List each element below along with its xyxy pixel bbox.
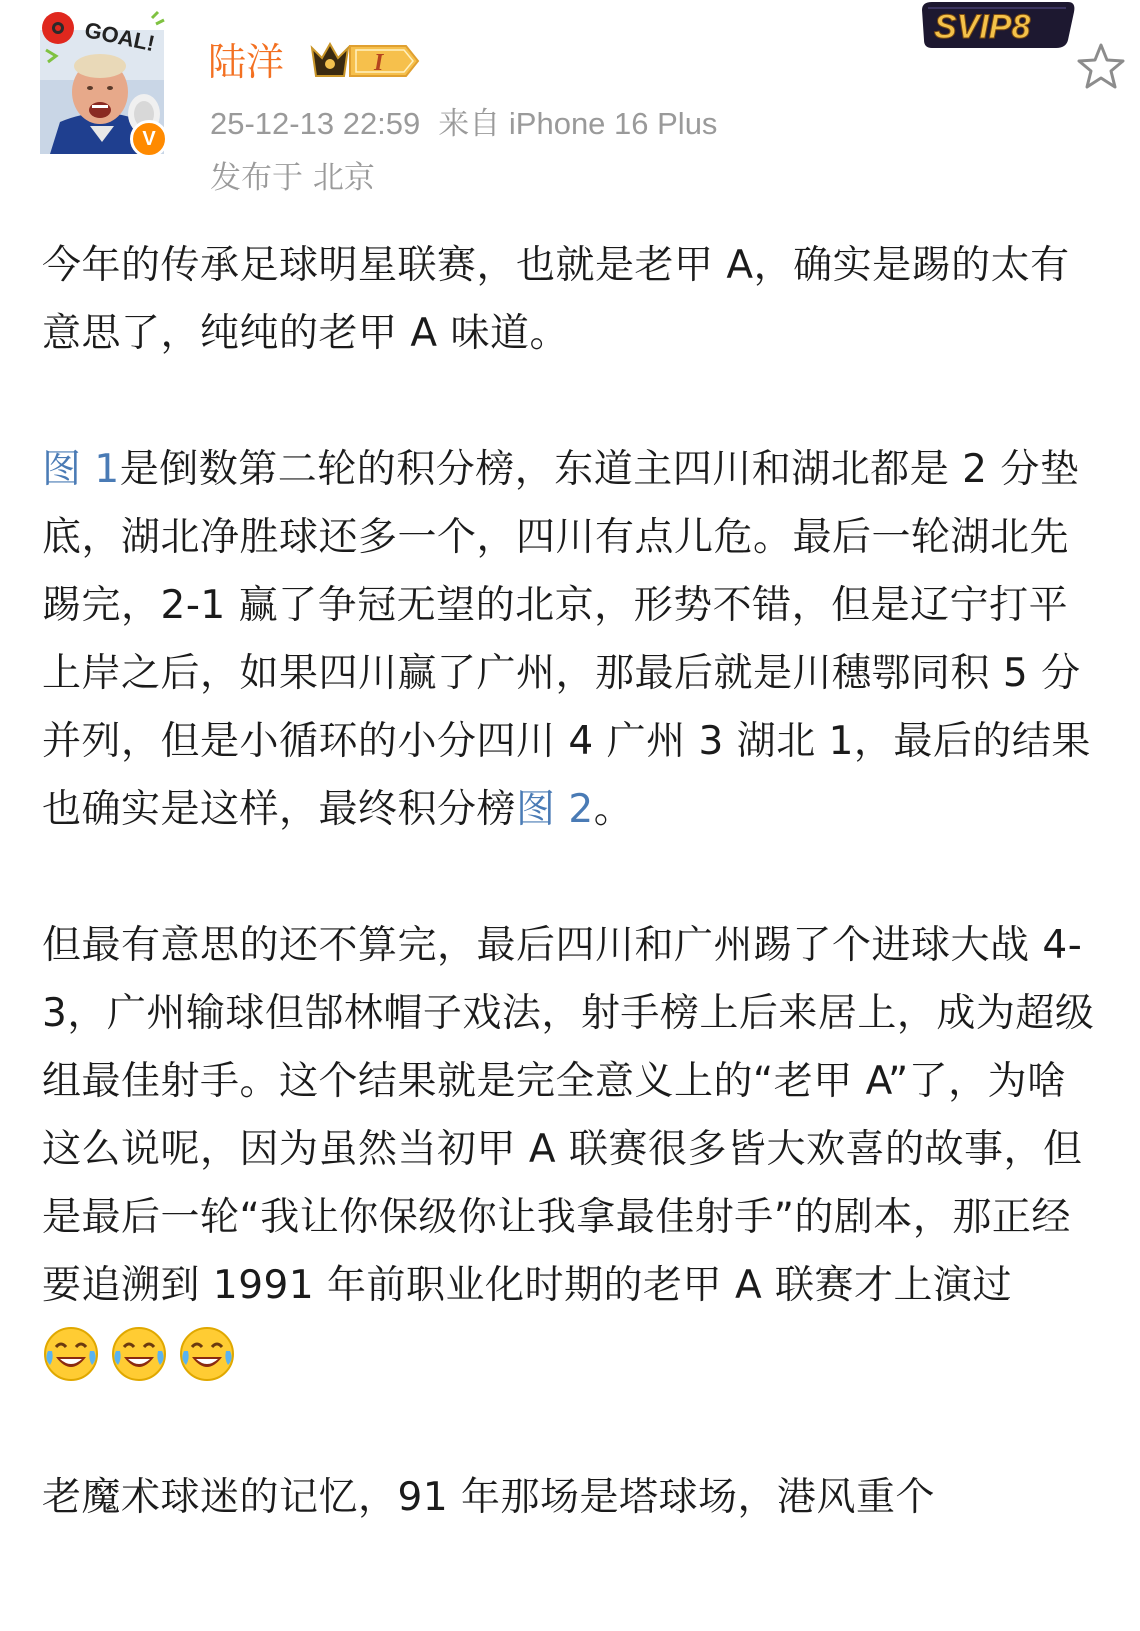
post-meta xyxy=(210,104,717,144)
svip-badge[interactable] xyxy=(918,0,1078,56)
post-paragraph-2-end: 。 xyxy=(593,787,634,832)
post-paragraph-4-cut xyxy=(42,1456,1102,1520)
author-avatar[interactable] xyxy=(40,10,166,150)
post-paragraph-1: 今年的传承足球明星联赛，也就是老甲 A，确实是踢的太有意思了，纯纯的老甲 A 味道。 xyxy=(42,243,1070,356)
post-paragraph-3: 但最有意思的还不算完，最后四川和广州踢了个进球大战 4-3，广州输球但郜林帽子戏法，射手榜上后来居上，成为超级组最佳射手。这个结果就是完全意义上的“老甲 A”了，为啥这么说呢，因为虽然当初甲 A 联赛很多皆大欢喜的故事，但是最后一轮“我让你保级你让我拿最佳射手”的剧本，那正经要追溯到 1991 年前职业化时期的老甲 A 联赛才上演过 xyxy=(42,923,1095,1308)
post-paragraph-2-text: 是倒数第二轮的积分榜，东道主四川和湖北都是 2 分垫底，湖北净胜球还多一个，四川有点儿危。最后一轮湖北先踢完，2-1 赢了争冠无望的北京，形势不错，但是辽宁打平上岸之后，如果四川赢了广州，那最后就是川穗鄂同积 5 分并列，但是小循环的小分四川 4 广州 3 湖北 1，最后的结果也确实是这样，最终积分榜 xyxy=(42,447,1091,832)
emoji-row xyxy=(42,1320,1102,1388)
post-source: 来自 iPhone 16 Plus xyxy=(438,106,718,141)
laughing-crying-emoji xyxy=(178,1325,236,1383)
image-2-link[interactable]: 图 2 xyxy=(516,787,594,832)
post-header xyxy=(0,0,1140,220)
vip-crown-icon[interactable] xyxy=(310,40,422,82)
post-body xyxy=(42,232,1102,1520)
post-paragraph-2 xyxy=(42,436,1102,844)
favorite-star-icon[interactable] xyxy=(1074,40,1128,94)
laughing-crying-emoji xyxy=(110,1325,168,1383)
avatar-goal-sticker xyxy=(40,10,166,80)
post-paragraph-4: 老魔术球迷的记忆，91 年那场是塔球场，港风重个 xyxy=(42,1475,936,1520)
svip-badge-text: SVIP8 xyxy=(934,8,1031,46)
verified-icon: V xyxy=(130,120,168,158)
goal-sticker-text: GOAL! xyxy=(82,17,158,57)
post-time: 25-12-13 22:59 xyxy=(210,106,421,141)
laughing-crying-emoji xyxy=(42,1325,100,1383)
post-location: 发布于 北京 xyxy=(210,160,375,196)
author-name[interactable]: 陆洋 xyxy=(208,40,285,84)
vip-level-text: I xyxy=(374,50,384,76)
image-1-link[interactable]: 图 1 xyxy=(42,447,120,492)
